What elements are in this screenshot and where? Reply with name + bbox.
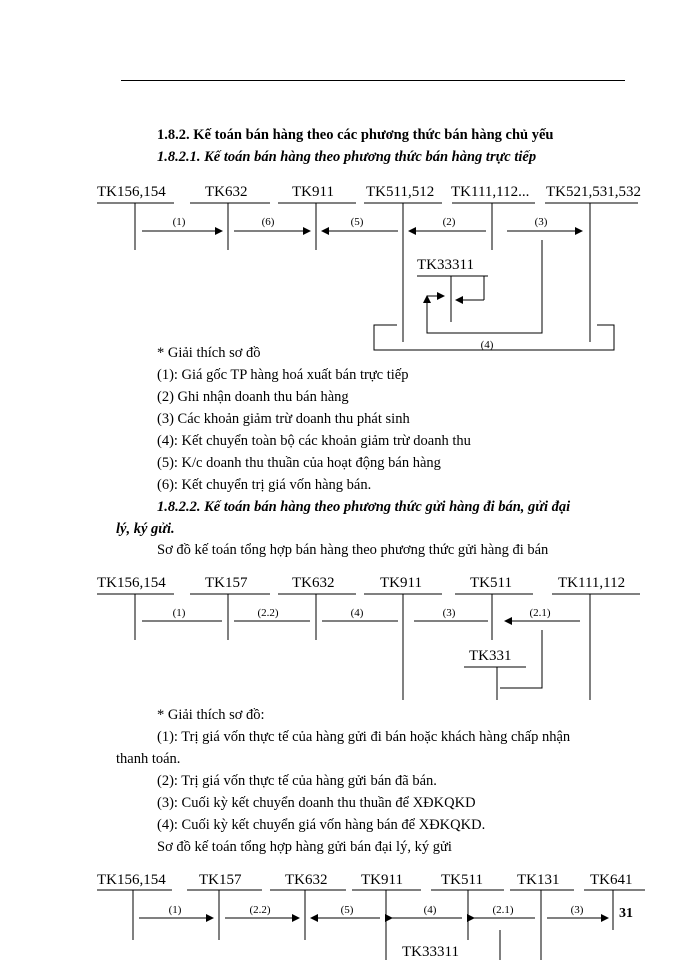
entry-label: (2.1) <box>492 904 514 916</box>
explain1-item: (4): Kết chuyển toàn bộ các khoản giảm trừ doanh thu <box>157 433 471 449</box>
account-label: TK511,512 <box>366 184 435 200</box>
explain1-item: (6): Kết chuyển trị giá vốn hàng bán. <box>157 477 372 493</box>
account-label: TK911 <box>292 184 334 200</box>
account-label: TK33311 <box>402 944 459 960</box>
account-label: TK157 <box>205 575 248 591</box>
entry-label: (3) <box>534 216 548 228</box>
explain2-title: * Giải thích sơ đồ: <box>157 707 265 723</box>
account-label: TK911 <box>361 872 403 888</box>
explain2-item-cont: thanh toán. <box>116 751 181 767</box>
account-label: TK632 <box>285 872 328 888</box>
entry-label: (5) <box>350 216 364 228</box>
entry-label: (2) <box>442 216 456 228</box>
account-label: TK521,531,532 <box>546 184 641 200</box>
heading-1-8-2: 1.8.2. Kế toán bán hàng theo các phương thức bán hàng chủ yếu <box>157 127 554 143</box>
account-label: TK131 <box>517 872 560 888</box>
entry-label: (3) <box>570 904 584 916</box>
entry-label: (1) <box>168 904 182 916</box>
diagram-3-caption: Sơ đồ kế toán tổng hợp hàng gửi bán đại lý, ký gửi <box>157 839 452 855</box>
heading-1-8-2-2: 1.8.2.2. Kế toán bán hàng theo phương thức gửi hàng đi bán, gửi đại <box>157 499 571 515</box>
account-label: TK511 <box>470 575 512 591</box>
account-label: TK511 <box>441 872 483 888</box>
explain2-item: (4): Cuối kỳ kết chuyển giá vốn hàng bán để XĐKQKD. <box>157 817 486 833</box>
page-number: 31 <box>619 906 633 921</box>
explain2-item: (1): Trị giá vốn thực tế của hàng gửi đi bán hoặc khách hàng chấp nhận <box>157 729 571 745</box>
heading-1-8-2-2-cont: lý, ký gửi. <box>116 521 175 537</box>
explain1-item: (2) Ghi nhận doanh thu bán hàng <box>157 389 349 405</box>
heading-1-8-2-1: 1.8.2.1. Kế toán bán hàng theo phương thức bán hàng trực tiếp <box>157 149 537 165</box>
entry-label: (4) <box>480 339 494 351</box>
explain2-item: (2): Trị giá vốn thực tế của hàng gửi bán đã bán. <box>157 773 437 789</box>
account-label: TK111,112 <box>558 575 626 591</box>
account-label: TK157 <box>199 872 242 888</box>
entry-label: (1) <box>172 607 186 619</box>
explain1-item: (1): Giá gốc TP hàng hoá xuất bán trực tiếp <box>157 367 409 383</box>
explain1-title: * Giải thích sơ đồ <box>157 345 261 361</box>
account-label: TK111,112... <box>451 184 530 200</box>
account-label: TK156,154 <box>97 575 166 591</box>
entry-label: (2.1) <box>529 607 551 619</box>
account-label: TK911 <box>380 575 422 591</box>
entry-label: (6) <box>261 216 275 228</box>
account-label: TK641 <box>590 872 633 888</box>
diagram-2-caption: Sơ đồ kế toán tổng hợp bán hàng theo phương thức gửi hàng đi bán <box>157 542 549 558</box>
entry-label: (3) <box>442 607 456 619</box>
entry-label: (4) <box>423 904 437 916</box>
explain2-item: (3): Cuối kỳ kết chuyển doanh thu thuần để XĐKQKD <box>157 795 476 811</box>
account-label: TK156,154 <box>97 872 166 888</box>
entry-label: (5) <box>340 904 354 916</box>
account-label: TK156,154 <box>97 184 166 200</box>
entry-label: (2.2) <box>257 607 279 619</box>
entry-label: (4) <box>350 607 364 619</box>
entry-label: (2.2) <box>249 904 271 916</box>
account-label: TK331 <box>469 648 512 664</box>
account-label: TK632 <box>205 184 248 200</box>
entry-label: (1) <box>172 216 186 228</box>
explain1-item: (5): K/c doanh thu thuần của hoạt động bán hàng <box>157 455 441 471</box>
account-label: TK33311 <box>417 257 474 273</box>
explain1-item: (3) Các khoản giảm trừ doanh thu phát sinh <box>157 411 410 427</box>
account-label: TK632 <box>292 575 335 591</box>
